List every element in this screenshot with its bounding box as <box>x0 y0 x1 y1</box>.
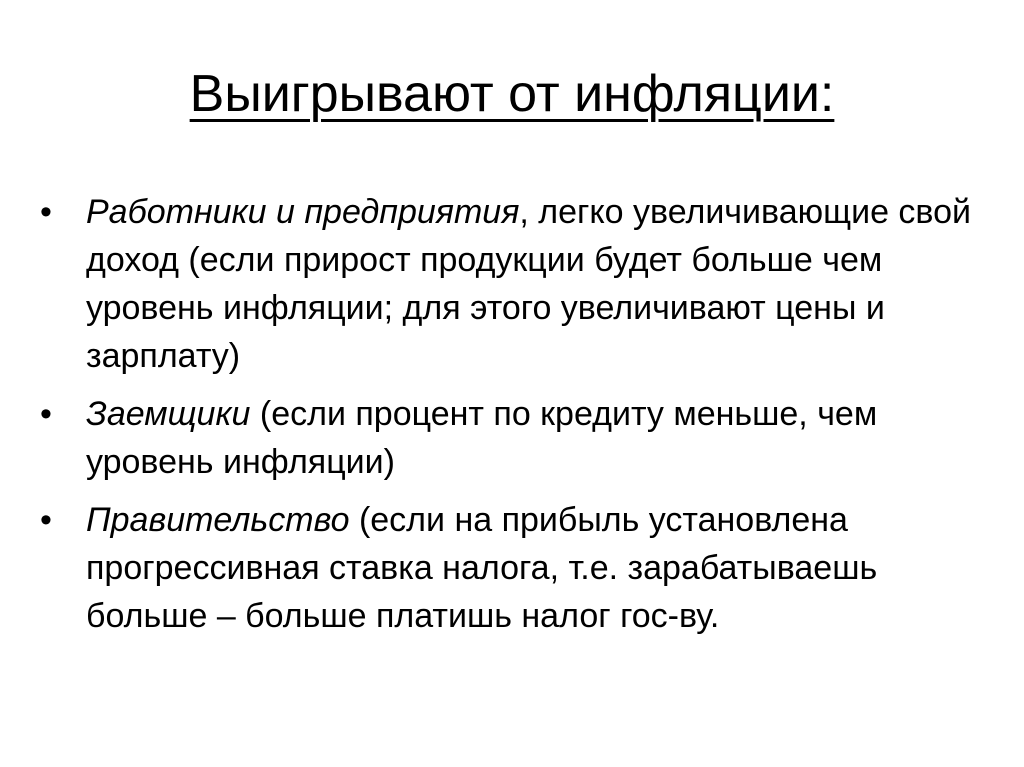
slide-title <box>0 60 1024 128</box>
bullet-marker: • <box>40 193 52 231</box>
slide-title-text: Выигрывают от инфляции: <box>189 65 835 123</box>
bullet-emphasis: Правительство <box>86 501 350 539</box>
bullet-text: , легко увеличивающие свой доход (если прирост продукции будет больше чем уровень инфляции; для этого увеличивают цены и зарплату) <box>86 193 972 375</box>
bullet-item-workers <box>40 188 1000 380</box>
bullet-marker: • <box>40 395 52 433</box>
bullet-emphasis: Заемщики <box>86 395 251 433</box>
bullet-list <box>40 188 1000 650</box>
bullet-emphasis: Работники и предприятия <box>86 193 520 231</box>
bullet-item-government <box>40 496 1000 640</box>
bullet-text: (если процент по кредиту меньше, чем уровень инфляции) <box>86 395 878 481</box>
bullet-text: (если на прибыль установлена прогрессивная ставка налога, т.е. зарабатываешь больше – больше платишь налог гос-ву. <box>86 501 878 635</box>
bullet-marker: • <box>40 501 52 539</box>
bullet-item-borrowers <box>40 390 1000 486</box>
